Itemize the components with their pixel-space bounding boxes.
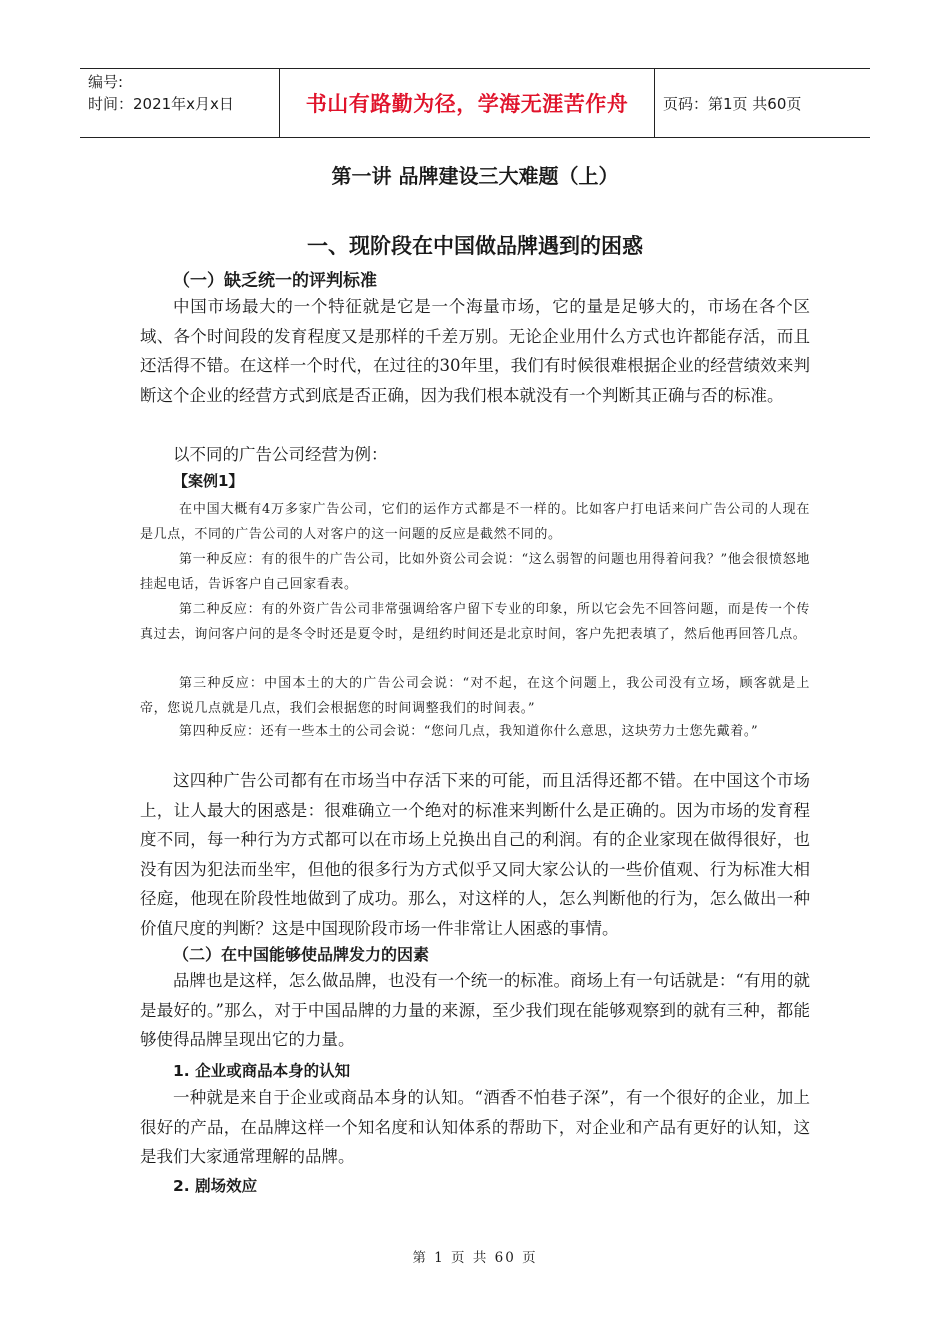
page-info: 页码：第1页 共60页 [663, 94, 802, 113]
paragraph-4: 品牌也是这样，怎么做品牌，也没有一个统一的标准。商场上有一句话就是：“有用的就是最好的。”那么，对于中国品牌的力量的来源，至少我们现在能够观察到的就有三种，都能够使得品牌呈现出它的力量。 [140, 971, 810, 1049]
paragraph-5: 一种就是来自于企业或商品本身的认知。“酒香不怕巷子深”，有一个很好的企业，加上很好的产品，在品牌这样一个知名度和认知体系的帮助下，对企业和产品有更好的认知，这是我们大家通常理解的品牌。 [140, 1088, 810, 1166]
item-1-title: 1. 企业或商品本身的认知 [173, 1062, 351, 1080]
case-paragraph-4: 第三种反应：中国本土的大的广告公司会说：“对不起，在这个问题上，我公司没有立场，顾客就是上帝，您说几点就是几点，我们会根据您的时间调整我们的时间表。” [140, 676, 810, 716]
header-meta-cell [80, 69, 280, 137]
item-2-title: 2. 剧场效应 [173, 1177, 258, 1195]
time-label: 时间：2021年x月x日 [88, 95, 234, 113]
motto: 书山有路勤为径，学海无涯苦作舟 [280, 69, 655, 137]
lecture-title: 第一讲 品牌建设三大难题（上） [331, 164, 619, 188]
page-footer: 第 1 页 共 60 页 [412, 1250, 538, 1266]
case-label: 【案例1】 [173, 472, 244, 490]
case-paragraph-2: 第一种反应：有的很牛的广告公司，比如外资公司会说：“这么弱智的问题也用得着问我？”他会很愤怒地挂起电话，告诉客户自己回家看表。 [140, 552, 810, 592]
case-paragraph-1: 在中国大概有4万多家广告公司，它们的运作方式都是不一样的。比如客户打电话来问广告公司的人现在是几点，不同的广告公司的人对客户的这一问题的反应是截然不同的。 [140, 502, 810, 542]
case-paragraph-3: 第二种反应：有的外资广告公司非常强调给客户留下专业的印象，所以它会先不回答问题，而是传一个传真过去，询问客户问的是冬令时还是夏令时，是纽约时间还是北京时间，客户先把表填了，然后他再回答几点。 [140, 602, 810, 642]
paragraph-1: 中国市场最大的一个特征就是它是一个海量市场，它的量是足够大的，市场在各个区域、各个时间段的发育程度又是那样的千差万别。无论企业用什么方式也许都能存活，而且还活得不错。在这样一个时代，在过往的30年里，我们有时候很难根据企业的经营绩效来判断这个企业的经营方式到底是否正确，因为我们根本就没有一个判断其正确与否的标准。 [140, 297, 810, 405]
subsection-1-title: （一）缺乏统一的评判标准 [173, 271, 377, 291]
subsection-2-title: （二）在中国能够使品牌发力的因素 [173, 945, 430, 964]
section-title: 一、现阶段在中国做品牌遇到的困惑 [307, 234, 643, 258]
paragraph-2: 以不同的广告公司经营为例： [173, 445, 388, 464]
case-paragraph-5: 第四种反应：还有一些本土的公司会说：“您问几点，我知道你什么意思，这块劳力士您先戴着。” [179, 724, 759, 739]
number-label: 编号: [88, 73, 124, 91]
header-table [80, 68, 870, 138]
paragraph-3: 这四种广告公司都有在市场当中存活下来的可能，而且活得还都不错。在中国这个市场上，让人最大的困惑是：很难确立一个绝对的标准来判断什么是正确的。因为市场的发育程度不同，每一种行为方式都可以在市场上兑换出自己的利润。有的企业家现在做得很好，也没有因为犯法而坐牢，但他的很多行为方式似乎又同大家公认的一些价值观、行为标准大相径庭，他现在阶段性地做到了成功。那么，对这样的人，怎么判断他的行为，怎么做出一种价值尺度的判断？这是中国现阶段市场一件非常让人困惑的事情。 [140, 771, 810, 938]
